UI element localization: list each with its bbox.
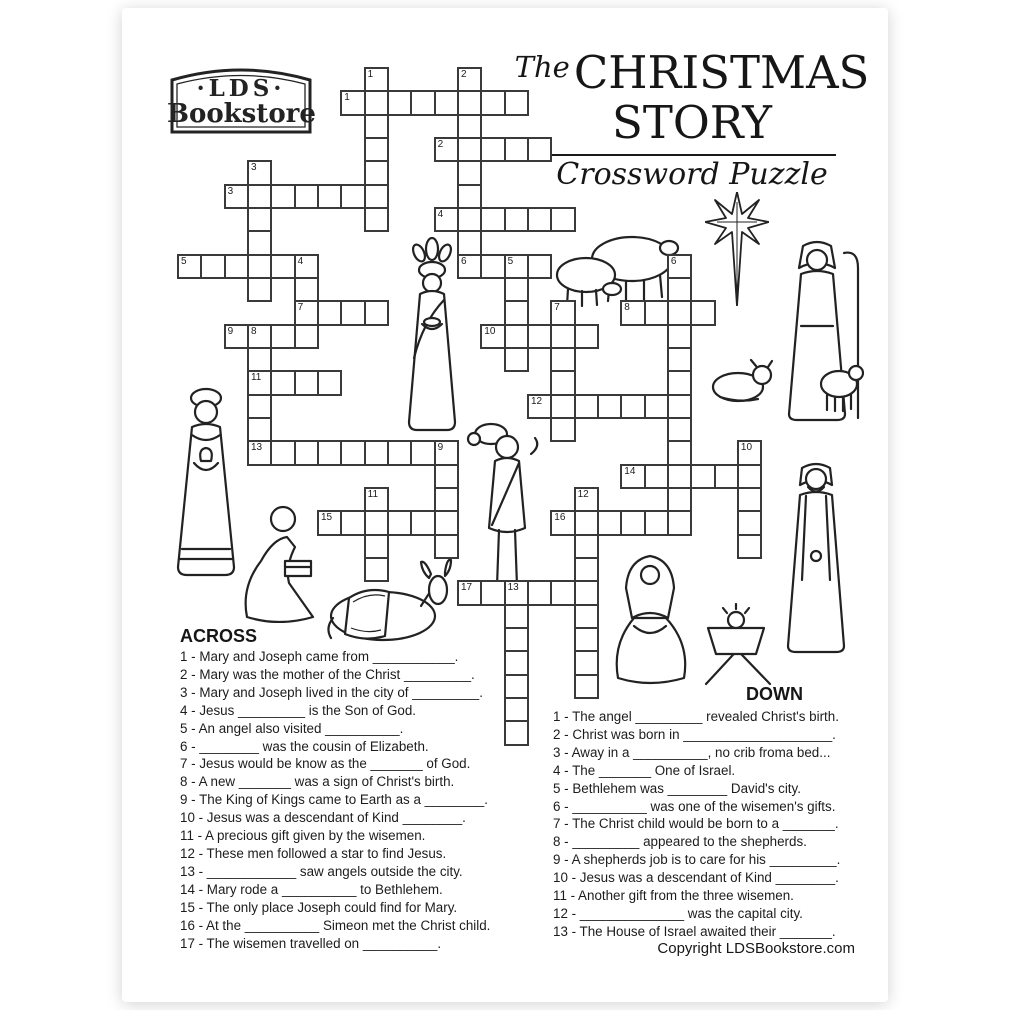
grid-cell: [200, 254, 225, 279]
grid-cell: [247, 277, 272, 302]
grid-cell: [270, 440, 295, 465]
title-subtitle: Crossword Puzzle: [556, 157, 828, 192]
grid-cell: [527, 324, 552, 349]
grid-cell: [667, 394, 692, 419]
grid-number: 3: [250, 162, 257, 174]
grid-number: 7: [297, 302, 304, 314]
grid-cell: [667, 487, 692, 512]
grid-cell: [247, 184, 272, 209]
down-heading: DOWN: [746, 684, 803, 704]
grid-cell: [247, 207, 272, 232]
title-christmas: CHRISTMAS: [573, 46, 870, 99]
grid-number: 2: [437, 138, 444, 150]
grid-cell: [317, 300, 342, 325]
grid-cell: [667, 324, 692, 349]
grid-number: 9: [227, 325, 234, 337]
title-divider: [548, 154, 836, 156]
clue-item: 12 - These men followed a star to find Jesus.: [180, 845, 447, 861]
grid-cell: [737, 510, 762, 535]
clue-item: 10 - Jesus was a descendant of Kind ________.: [180, 810, 466, 826]
grid-cell: [340, 440, 365, 465]
grid-cell: [247, 254, 272, 279]
grid-cell: [480, 137, 505, 162]
grid-cell: [574, 604, 599, 629]
clue-item: 13 - ____________ saw angels outside the city.: [180, 863, 463, 879]
grid-cell: [737, 487, 762, 512]
grid-cell: [504, 604, 529, 629]
grid-number: 6: [460, 255, 467, 267]
sheep-small-icon: [816, 360, 864, 414]
grid-cell: [457, 114, 482, 139]
grid-cell: [387, 510, 412, 535]
lamb-lying-icon: [710, 358, 774, 406]
grid-cell: [504, 324, 529, 349]
clue-item: 2 - Mary was the mother of the Christ _________.: [180, 666, 475, 682]
grid-cell: [550, 347, 575, 372]
grid-cell: [667, 510, 692, 535]
grid-cell: [340, 300, 365, 325]
grid-cell: [574, 510, 599, 535]
grid-cell: [550, 394, 575, 419]
grid-number: 9: [437, 442, 444, 454]
grid-cell: [550, 324, 575, 349]
clue-item: 2 - Christ was born in ____________________.: [553, 726, 836, 742]
grid-number: 10: [740, 442, 753, 454]
grid-cell: [597, 394, 622, 419]
clue-item: 5 - An angel also visited __________.: [180, 720, 404, 736]
clue-item: 1 - The angel _________ revealed Christ's birth.: [553, 709, 839, 724]
grid-number: 11: [367, 488, 379, 500]
grid-cell: [480, 207, 505, 232]
grid-cell: [504, 137, 529, 162]
grid-cell: [364, 300, 389, 325]
clue-item: 3 - Mary and Joseph lived in the city of _________.: [180, 684, 483, 700]
grid-cell: [644, 394, 669, 419]
grid-cell: [364, 207, 389, 232]
grid-number: 5: [181, 255, 187, 267]
logo-text-lds: ·LDS·: [196, 75, 286, 102]
clue-item: 16 - At the __________ Simeon met the Christ child.: [180, 917, 491, 933]
grid-cell: [340, 510, 365, 535]
grid-cell: [667, 347, 692, 372]
grid-cell: [410, 90, 435, 115]
title-the: The: [514, 50, 570, 84]
clue-item: 14 - Mary rode a __________ to Bethlehem.: [180, 881, 443, 897]
grid-cell: [410, 440, 435, 465]
grid-cell: [574, 580, 599, 605]
grid-cell: [364, 90, 389, 115]
grid-cell: [434, 534, 459, 559]
grid-cell: [504, 347, 529, 372]
grid-cell: [247, 230, 272, 255]
grid-cell: [364, 137, 389, 162]
grid-number: 7: [554, 302, 560, 314]
grid-cell: [294, 324, 319, 349]
grid-cell: [434, 510, 459, 535]
grid-cell: [574, 534, 599, 559]
grid-cell: [457, 137, 482, 162]
grid-cell: [457, 160, 482, 185]
clue-item: 8 - A new _______ was a sign of Christ's birth.: [180, 774, 455, 790]
grid-cell: [294, 277, 319, 302]
grid-cell: [364, 510, 389, 535]
grid-number: 8: [624, 302, 630, 314]
logo-text-bookstore: Bookstore: [167, 99, 316, 129]
clue-item: 10 - Jesus was a descendant of Kind ________.: [553, 870, 839, 886]
grid-cell: [317, 184, 342, 209]
clue-item: 5 - Bethlehem was ________ David's city.: [553, 780, 801, 796]
grid-number: 3: [227, 185, 234, 197]
clue-item: 9 - A shepherds job is to care for his _________.: [553, 852, 841, 868]
mary-kneeling-icon: [598, 548, 704, 686]
grid-number: 8: [250, 325, 257, 337]
grid-cell: [247, 394, 272, 419]
grid-cell: [457, 90, 482, 115]
grid-cell: [270, 254, 295, 279]
grid-number: 13: [507, 582, 519, 594]
lds-bookstore-logo: [167, 58, 315, 136]
grid-cell: [527, 254, 552, 279]
across-heading: ACROSS: [180, 626, 258, 646]
clue-item: 4 - Jesus _________ is the Son of God.: [180, 702, 416, 718]
grid-cell: [667, 277, 692, 302]
grid-cell: [667, 417, 692, 442]
grid-cell: [644, 510, 669, 535]
grid-cell: [667, 370, 692, 395]
grid-cell: [667, 464, 692, 489]
grid-cell: [644, 464, 669, 489]
grid-number: 16: [554, 512, 566, 524]
grid-cell: [457, 184, 482, 209]
grid-cell: [550, 417, 575, 442]
grid-cell: [364, 160, 389, 185]
grid-cell: [620, 394, 645, 419]
grid-cell: [224, 254, 249, 279]
wiseman-kneeling-icon: [223, 497, 327, 623]
grid-cell: [480, 580, 505, 605]
grid-cell: [294, 370, 319, 395]
grid-cell: [527, 207, 552, 232]
sheep-pair-icon: [550, 227, 680, 307]
grid-cell: [714, 464, 739, 489]
grid-cell: [574, 650, 599, 675]
clue-item: 1 - Mary and Joseph came from ___________.: [180, 649, 459, 664]
clue-item: 17 - The wisemen travelled on __________.: [180, 935, 442, 951]
grid-cell: [550, 207, 575, 232]
grid-cell: [690, 300, 715, 325]
grid-cell: [504, 300, 529, 325]
clue-item: 7 - Jesus would be know as the _______ of God.: [180, 756, 471, 772]
grid-cell: [690, 464, 715, 489]
grid-cell: [737, 464, 762, 489]
grid-cell: [574, 324, 599, 349]
star-of-bethlehem-icon: [705, 192, 769, 306]
grid-cell: [504, 277, 529, 302]
grid-cell: [270, 324, 295, 349]
grid-cell: [317, 440, 342, 465]
page-title: [514, 46, 870, 192]
grid-number: 10: [484, 325, 496, 337]
donkey-lying-icon: [325, 558, 459, 646]
grid-number: 15: [320, 512, 333, 524]
grid-cell: [434, 90, 459, 115]
grid-cell: [644, 300, 669, 325]
grid-cell: [270, 370, 295, 395]
grid-number: 2: [460, 69, 467, 80]
grid-cell: [387, 440, 412, 465]
grid-cell: [434, 464, 459, 489]
grid-cell: [247, 417, 272, 442]
grid-number: 5: [507, 255, 514, 267]
clue-item: 12 - ______________ was the capital city.: [553, 905, 803, 921]
grid-cell: [667, 300, 692, 325]
grid-cell: [387, 90, 412, 115]
grid-cell: [364, 440, 389, 465]
clue-item: 6 - __________ was one of the wisemen's gifts.: [553, 798, 836, 814]
grid-cell: [550, 370, 575, 395]
grid-cell: [364, 557, 389, 582]
grid-cell: [550, 580, 575, 605]
grid-cell: [480, 254, 505, 279]
joseph-standing-icon: [766, 458, 866, 658]
grid-cell: [247, 347, 272, 372]
puzzle-page: [122, 8, 888, 1002]
grid-cell: [667, 440, 692, 465]
grid-number: 1: [344, 92, 350, 104]
grid-cell: [317, 370, 342, 395]
grid-cell: [527, 137, 552, 162]
grid-number: 12: [577, 488, 589, 500]
grid-cell: [597, 510, 622, 535]
grid-cell: [574, 627, 599, 652]
grid-cell: [434, 487, 459, 512]
copyright-text: Copyright LDSBookstore.com: [657, 940, 855, 957]
title-story: STORY: [612, 96, 772, 149]
clue-item: 7 - The Christ child would be born to a _______.: [553, 816, 839, 832]
clue-item: 13 - The House of Israel awaited their _______.: [553, 923, 836, 939]
down-clue-list: [553, 708, 863, 941]
grid-cell: [364, 534, 389, 559]
grid-cell: [504, 90, 529, 115]
grid-number: 17: [460, 582, 473, 594]
grid-number: 11: [250, 372, 262, 384]
grid-number: 1: [367, 69, 374, 80]
grid-cell: [574, 394, 599, 419]
clue-item: 8 - _________ appeared to the shepherds.: [553, 834, 807, 850]
grid-number: 13: [250, 442, 263, 454]
grid-cell: [364, 114, 389, 139]
clue-item: 6 - ________ was the cousin of Elizabeth.: [180, 738, 429, 754]
clue-item: 11 - Another gift from the three wisemen.: [553, 888, 794, 904]
grid-cell: [480, 90, 505, 115]
grid-cell: [270, 184, 295, 209]
grid-cell: [294, 184, 319, 209]
across-clue-list: [180, 648, 510, 952]
grid-cell: [527, 580, 552, 605]
grid-number: 4: [437, 208, 444, 220]
grid-cell: [340, 184, 365, 209]
clue-item: 11 - A precious gift given by the wisemen.: [180, 828, 426, 844]
grid-cell: [620, 510, 645, 535]
grid-number: 6: [670, 255, 677, 267]
grid-cell: [457, 207, 482, 232]
clue-item: 15 - The only place Joseph could find for Mary.: [180, 899, 458, 915]
clue-item: 9 - The King of Kings came to Earth as a ________.: [180, 792, 488, 808]
clue-item: 3 - Away in a __________, no crib froma bed...: [553, 744, 831, 760]
grid-cell: [457, 230, 482, 255]
grid-number: 14: [624, 465, 636, 477]
grid-cell: [737, 534, 762, 559]
grid-cell: [574, 674, 599, 699]
grid-cell: [410, 510, 435, 535]
grid-cell: [574, 557, 599, 582]
grid-cell: [504, 207, 529, 232]
grid-cell: [294, 440, 319, 465]
clue-item: 4 - The _______ One of Israel.: [553, 762, 736, 778]
grid-cell: [364, 184, 389, 209]
grid-number: 12: [530, 395, 543, 407]
grid-number: 4: [297, 255, 304, 267]
